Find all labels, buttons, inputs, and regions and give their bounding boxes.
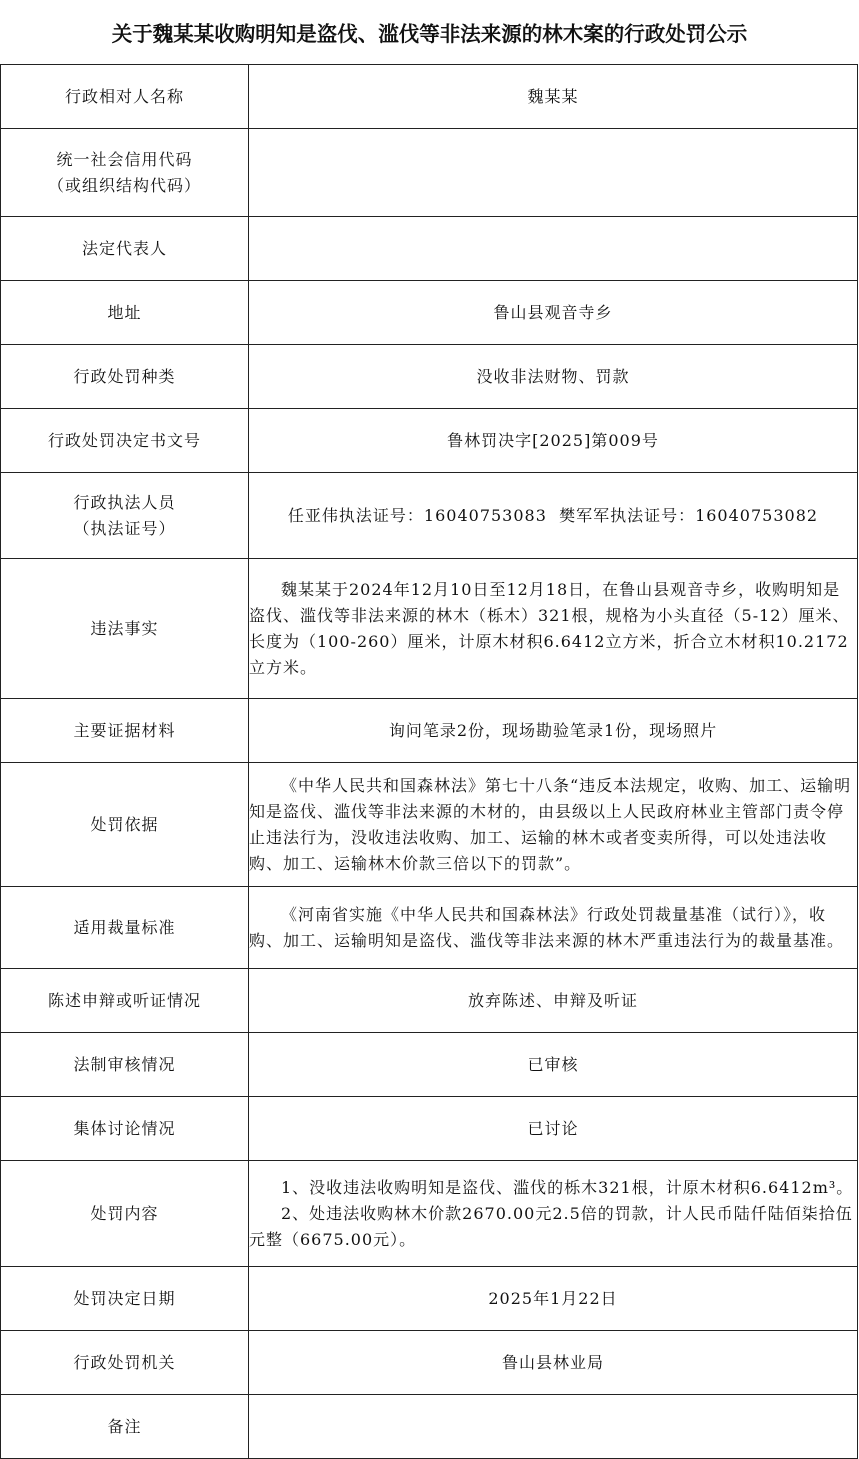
table-row bbox=[1, 129, 858, 217]
label-evidence: 主要证据材料 bbox=[1, 699, 249, 763]
value-penalty-type: 没收非法财物、罚款 bbox=[249, 345, 858, 409]
table-row bbox=[1, 969, 858, 1033]
label-authority: 行政处罚机关 bbox=[1, 1331, 249, 1395]
label-officers bbox=[1, 473, 249, 559]
value-officers: 任亚伟执法证号：16040753083 樊军军执法证号：16040753082 bbox=[249, 473, 858, 559]
label-legal-review: 法制审核情况 bbox=[1, 1033, 249, 1097]
table-row bbox=[1, 345, 858, 409]
label-penalty-type: 行政处罚种类 bbox=[1, 345, 249, 409]
label-discretion-standard: 适用裁量标准 bbox=[1, 887, 249, 969]
label-credit-code bbox=[1, 129, 249, 217]
value-party-name: 魏某某 bbox=[249, 65, 858, 129]
table-row bbox=[1, 1033, 858, 1097]
table-row bbox=[1, 1161, 858, 1267]
value-remarks bbox=[249, 1395, 858, 1459]
penalty-content-item-1: 1、没收违法收购明知是盗伐、滥伐的栎木321根，计原木材积6.6412m³。 bbox=[281, 1177, 854, 1197]
table-row bbox=[1, 217, 858, 281]
label-group-discussion: 集体讨论情况 bbox=[1, 1097, 249, 1161]
label-violation-facts: 违法事实 bbox=[1, 559, 249, 699]
table-row bbox=[1, 887, 858, 969]
table-row bbox=[1, 409, 858, 473]
label-credit-code-line2: （或组织结构代码） bbox=[47, 175, 201, 195]
value-legal-basis bbox=[249, 763, 858, 887]
table-row bbox=[1, 699, 858, 763]
table-row bbox=[1, 473, 858, 559]
value-decision-date: 2025年1月22日 bbox=[249, 1267, 858, 1331]
value-decision-number: 鲁林罚决字[2025]第009号 bbox=[249, 409, 858, 473]
table-row bbox=[1, 1097, 858, 1161]
penalty-info-table bbox=[0, 64, 858, 1459]
label-legal-rep: 法定代表人 bbox=[1, 217, 249, 281]
table-row bbox=[1, 65, 858, 129]
value-hearing: 放弃陈述、申辩及听证 bbox=[249, 969, 858, 1033]
table-row bbox=[1, 559, 858, 699]
discretion-standard-text: 《河南省实施《中华人民共和国森林法》行政处罚裁量基准（试行）》，收购、加工、运输明知是盗伐、滥伐等非法来源的林木严重违法行为的裁量基准。 bbox=[249, 904, 845, 950]
value-legal-rep bbox=[249, 217, 858, 281]
value-discretion-standard bbox=[249, 887, 858, 969]
label-address: 地址 bbox=[1, 281, 249, 345]
value-penalty-content bbox=[249, 1161, 858, 1267]
label-penalty-content: 处罚内容 bbox=[1, 1161, 249, 1267]
label-hearing: 陈述申辩或听证情况 bbox=[1, 969, 249, 1033]
label-decision-number: 行政处罚决定书文号 bbox=[1, 409, 249, 473]
table-row bbox=[1, 281, 858, 345]
value-legal-review: 已审核 bbox=[249, 1033, 858, 1097]
label-remarks: 备注 bbox=[1, 1395, 249, 1459]
table-row bbox=[1, 1267, 858, 1331]
value-authority: 鲁山县林业局 bbox=[249, 1331, 858, 1395]
label-decision-date: 处罚决定日期 bbox=[1, 1267, 249, 1331]
label-officers-line2: （执法证号） bbox=[73, 518, 176, 538]
label-legal-basis: 处罚依据 bbox=[1, 763, 249, 887]
label-officers-line1: 行政执法人员 bbox=[73, 492, 176, 512]
legal-basis-text: 《中华人民共和国森林法》第七十八条“违反本法规定，收购、加工、运输明知是盗伐、滥伐等非法来源的木材的，由县级以上人民政府林业主管部门责令停止违法行为，没收违法收购、加工、运输的林木或者变卖所得，可以处违法收购、加工、运输林木价款三倍以下的罚款”。 bbox=[249, 775, 852, 873]
value-address: 鲁山县观音寺乡 bbox=[249, 281, 858, 345]
table-row bbox=[1, 763, 858, 887]
table-row bbox=[1, 1395, 858, 1459]
violation-facts-text: 魏某某于2024年12月10日至12月18日，在鲁山县观音寺乡，收购明知是盗伐、滥伐等非法来源的林木（栎木）321根，规格为小头直径（5-12）厘米、长度为（100-260）厘米，计原木材积6.6412立方米，折合立木材积10.2172立方米。 bbox=[249, 579, 850, 677]
value-evidence: 询问笔录2份，现场勘验笔录1份，现场照片 bbox=[249, 699, 858, 763]
table-row bbox=[1, 1331, 858, 1395]
penalty-content-item-2: 2、处违法收购林木价款2670.00元2.5倍的罚款，计人民币陆仟陆佰柒拾伍元整（6675.00元）。 bbox=[249, 1203, 853, 1249]
value-violation-facts bbox=[249, 559, 858, 699]
value-group-discussion: 已讨论 bbox=[249, 1097, 858, 1161]
label-party-name: 行政相对人名称 bbox=[1, 65, 249, 129]
label-credit-code-line1: 统一社会信用代码 bbox=[56, 149, 193, 169]
value-credit-code bbox=[249, 129, 858, 217]
page-title: 关于魏某某收购明知是盗伐、滥伐等非法来源的林木案的行政处罚公示 bbox=[111, 22, 748, 46]
